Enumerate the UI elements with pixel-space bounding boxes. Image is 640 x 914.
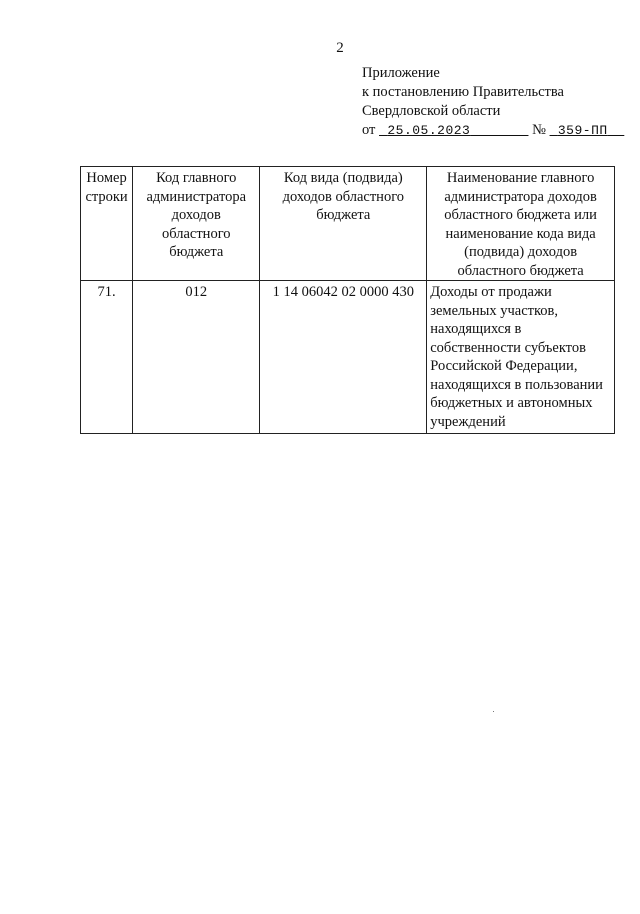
appendix-title: Приложение — [362, 65, 440, 81]
date-prefix: от — [362, 122, 376, 138]
header-revenue-code: Код вида (подвида) доходов областного бюджета — [260, 167, 427, 281]
resolution-number: 359-ПП — [557, 123, 608, 138]
cell-admin-code: 012 — [133, 281, 260, 434]
scan-speck — [493, 711, 494, 712]
cell-name: Доходы от продажи земельных участков, находящихся в собственности субъектов Российской Федерации, находящихся в пользовании бюджетных и автономных учреждений — [427, 281, 615, 434]
header-row-number: Номер строки — [81, 167, 133, 281]
cell-revenue-code: 1 14 06042 02 0000 430 — [260, 281, 427, 434]
header-admin-code: Код главного администратора доходов областного бюджета — [133, 167, 260, 281]
cell-row-number: 71. — [81, 281, 133, 434]
number-prefix: № — [532, 122, 546, 138]
appendix-region-line: Свердловской области — [362, 103, 501, 119]
table-row — [81, 281, 615, 434]
table-header-row — [81, 167, 615, 281]
appendix-date-number-line — [362, 121, 624, 140]
header-name: Наименование главного администратора доходов областного бюджета или наименование кода вида (подвида) доходов областного бюджета — [427, 167, 615, 281]
revenue-table — [80, 166, 615, 434]
page-number: 2 — [336, 40, 344, 56]
appendix-resolution-line: к постановлению Правительства — [362, 84, 564, 100]
appendix-header — [362, 64, 624, 140]
resolution-date: 25.05.2023 — [387, 123, 471, 138]
